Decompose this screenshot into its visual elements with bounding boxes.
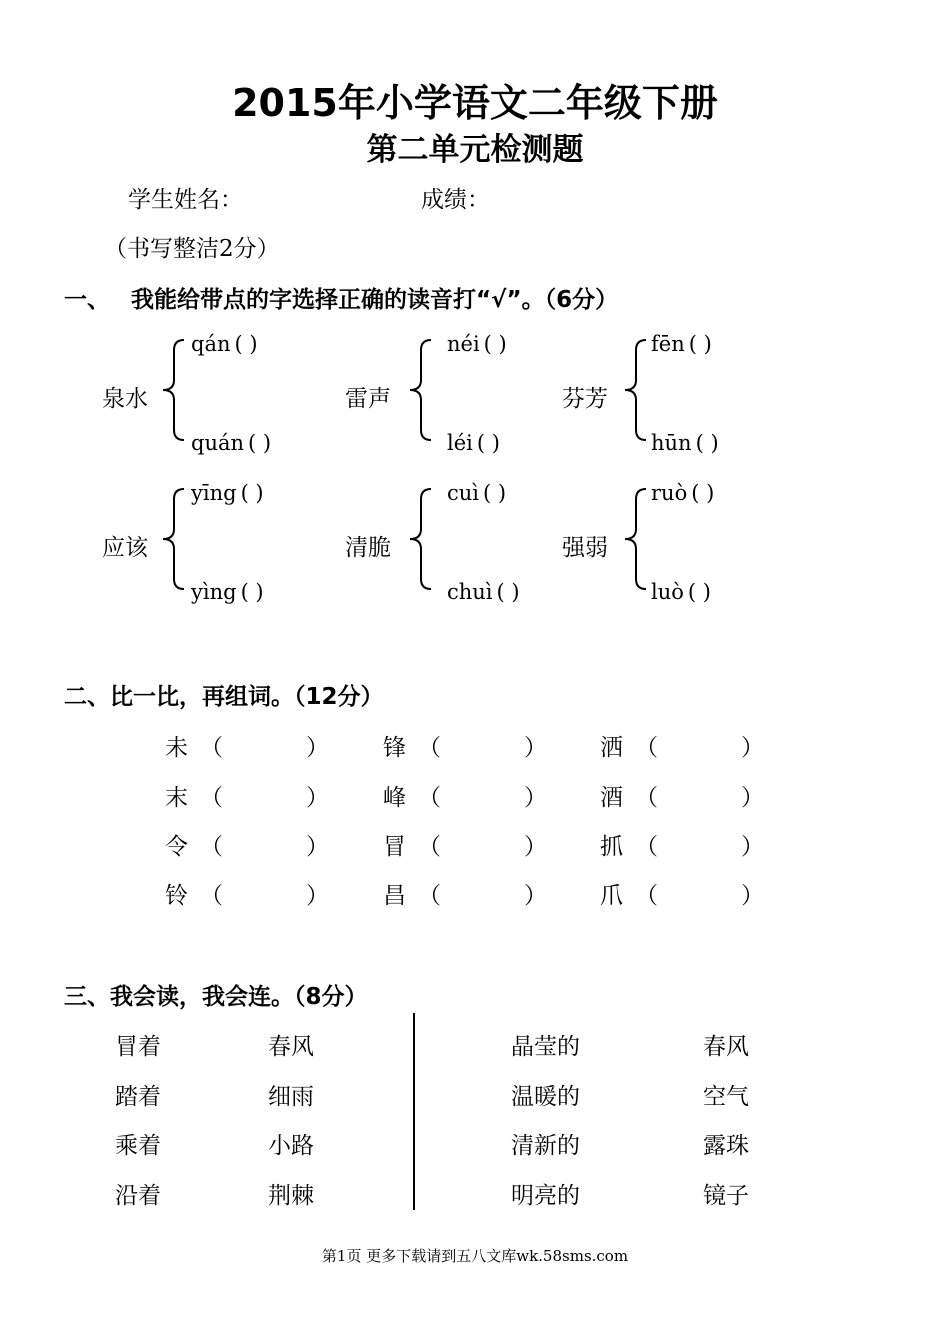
page-title: 2015年小学语文二年级下册 <box>232 81 718 125</box>
pinyin-option-bottom[interactable] <box>447 580 520 604</box>
answer-blank-close[interactable]: ） <box>741 834 764 860</box>
match-item[interactable]: 温暖的 <box>511 1084 580 1110</box>
answer-blank-close[interactable]: ） <box>524 883 547 909</box>
answer-blank[interactable]: ( ) <box>687 580 711 604</box>
answer-blank[interactable]: ( ) <box>240 580 264 604</box>
pinyin-text: chuì <box>447 580 493 604</box>
answer-blank-close[interactable]: ） <box>524 785 547 811</box>
pinyin-text: néi <box>447 332 480 356</box>
section1-number: 一、 <box>64 287 110 313</box>
compare-character: 抓 <box>600 834 623 860</box>
match-item[interactable]: 春风 <box>703 1034 749 1060</box>
pinyin-text: léi <box>447 431 473 455</box>
compare-character: 末 <box>165 785 188 811</box>
section2-heading: 二、比一比，再组词。（12分） <box>64 684 384 710</box>
compare-character: 令 <box>165 834 188 860</box>
answer-blank-open[interactable]: （ <box>200 735 223 761</box>
pinyin-option-bottom[interactable] <box>651 431 719 455</box>
match-item[interactable]: 春风 <box>268 1034 314 1060</box>
pinyin-group-word: 强弱 <box>562 535 608 561</box>
pinyin-option-top[interactable] <box>651 332 712 356</box>
answer-blank[interactable]: ( ) <box>483 481 507 505</box>
compare-character: 铃 <box>165 883 188 909</box>
pinyin-option-top[interactable] <box>447 481 506 505</box>
answer-blank-open[interactable]: （ <box>635 735 658 761</box>
score-label: 成绩： <box>421 187 490 213</box>
pinyin-text: yìng <box>191 580 237 604</box>
pinyin-text: hūn <box>651 431 692 455</box>
compare-character: 爪 <box>600 883 623 909</box>
pinyin-option-bottom[interactable] <box>651 580 711 604</box>
answer-blank-open[interactable]: （ <box>418 883 441 909</box>
match-item[interactable]: 乘着 <box>115 1133 161 1159</box>
answer-blank-open[interactable]: （ <box>200 785 223 811</box>
curly-brace-icon <box>622 338 648 442</box>
curly-brace-icon <box>622 487 648 591</box>
compare-character: 未 <box>165 735 188 761</box>
section3-heading: 三、我会读，我会连。（8分） <box>64 984 368 1010</box>
student-name-label: 学生姓名： <box>128 187 243 213</box>
match-item[interactable]: 细雨 <box>268 1084 314 1110</box>
answer-blank-close[interactable]: ） <box>524 834 547 860</box>
handwriting-note: （书写整洁2分） <box>104 236 280 262</box>
curly-brace-icon <box>160 487 186 591</box>
answer-blank-open[interactable]: （ <box>200 883 223 909</box>
answer-blank-close[interactable]: ） <box>741 735 764 761</box>
match-item[interactable]: 明亮的 <box>511 1183 580 1209</box>
answer-blank-close[interactable]: ） <box>306 883 329 909</box>
match-item[interactable]: 沿着 <box>115 1183 161 1209</box>
match-item[interactable]: 清新的 <box>511 1133 580 1159</box>
pinyin-text: quán <box>191 431 245 455</box>
pinyin-text: yīng <box>191 481 237 505</box>
page-footer: 第1页 更多下载请到五八文库wk.58sms.com <box>321 1247 629 1265</box>
answer-blank-open[interactable]: （ <box>635 834 658 860</box>
curly-brace-icon <box>407 487 433 591</box>
section1-heading: 我能给带点的字选择正确的读音打“√”。（6分） <box>131 287 619 313</box>
column-divider <box>413 1013 415 1210</box>
pinyin-group-word: 清脆 <box>345 535 391 561</box>
answer-blank[interactable]: ( ) <box>248 431 272 455</box>
answer-blank[interactable]: ( ) <box>695 431 719 455</box>
pinyin-text: luò <box>651 580 684 604</box>
match-item[interactable]: 冒着 <box>115 1034 161 1060</box>
answer-blank-open[interactable]: （ <box>200 834 223 860</box>
answer-blank[interactable]: ( ) <box>483 332 507 356</box>
match-item[interactable]: 露珠 <box>703 1133 749 1159</box>
compare-character: 锋 <box>383 735 406 761</box>
answer-blank-open[interactable]: （ <box>635 785 658 811</box>
match-item[interactable]: 镜子 <box>703 1183 749 1209</box>
compare-character: 冒 <box>383 834 406 860</box>
match-item[interactable]: 小路 <box>268 1133 314 1159</box>
pinyin-group-word: 芬芳 <box>562 386 608 412</box>
answer-blank-close[interactable]: ） <box>306 834 329 860</box>
pinyin-group-word: 雷声 <box>345 386 391 412</box>
pinyin-option-bottom[interactable] <box>191 431 271 455</box>
answer-blank[interactable]: ( ) <box>496 580 520 604</box>
answer-blank-close[interactable]: ） <box>306 785 329 811</box>
pinyin-option-top[interactable] <box>447 332 507 356</box>
pinyin-option-top[interactable] <box>191 481 264 505</box>
match-item[interactable]: 荆棘 <box>268 1183 314 1209</box>
match-item[interactable]: 空气 <box>703 1084 749 1110</box>
curly-brace-icon <box>160 338 186 442</box>
compare-character: 酒 <box>600 785 623 811</box>
pinyin-text: ruò <box>651 481 688 505</box>
answer-blank-open[interactable]: （ <box>418 785 441 811</box>
match-item[interactable]: 晶莹的 <box>511 1034 580 1060</box>
compare-character: 峰 <box>383 785 406 811</box>
answer-blank[interactable]: ( ) <box>688 332 712 356</box>
page-subtitle: 第二单元检测题 <box>366 132 584 168</box>
answer-blank[interactable]: ( ) <box>234 332 258 356</box>
pinyin-option-top[interactable] <box>191 332 258 356</box>
answer-blank-close[interactable]: ） <box>306 735 329 761</box>
pinyin-group-word: 应该 <box>102 535 148 561</box>
pinyin-option-bottom[interactable] <box>447 431 500 455</box>
answer-blank-close[interactable]: ） <box>741 883 764 909</box>
pinyin-option-bottom[interactable] <box>191 580 264 604</box>
curly-brace-icon <box>407 338 433 442</box>
match-item[interactable]: 踏着 <box>115 1084 161 1110</box>
pinyin-text: fēn <box>651 332 685 356</box>
answer-blank-open[interactable]: （ <box>635 883 658 909</box>
pinyin-text: qán <box>191 332 231 356</box>
pinyin-option-top[interactable] <box>651 481 714 505</box>
compare-character: 洒 <box>600 735 623 761</box>
answer-blank-open[interactable]: （ <box>418 735 441 761</box>
pinyin-text: cuì <box>447 481 480 505</box>
pinyin-group-word: 泉水 <box>102 386 148 412</box>
answer-blank-close[interactable]: ） <box>524 735 547 761</box>
answer-blank[interactable]: ( ) <box>476 431 500 455</box>
answer-blank-open[interactable]: （ <box>418 834 441 860</box>
answer-blank[interactable]: ( ) <box>691 481 715 505</box>
compare-character: 昌 <box>383 883 406 909</box>
answer-blank-close[interactable]: ） <box>741 785 764 811</box>
answer-blank[interactable]: ( ) <box>240 481 264 505</box>
